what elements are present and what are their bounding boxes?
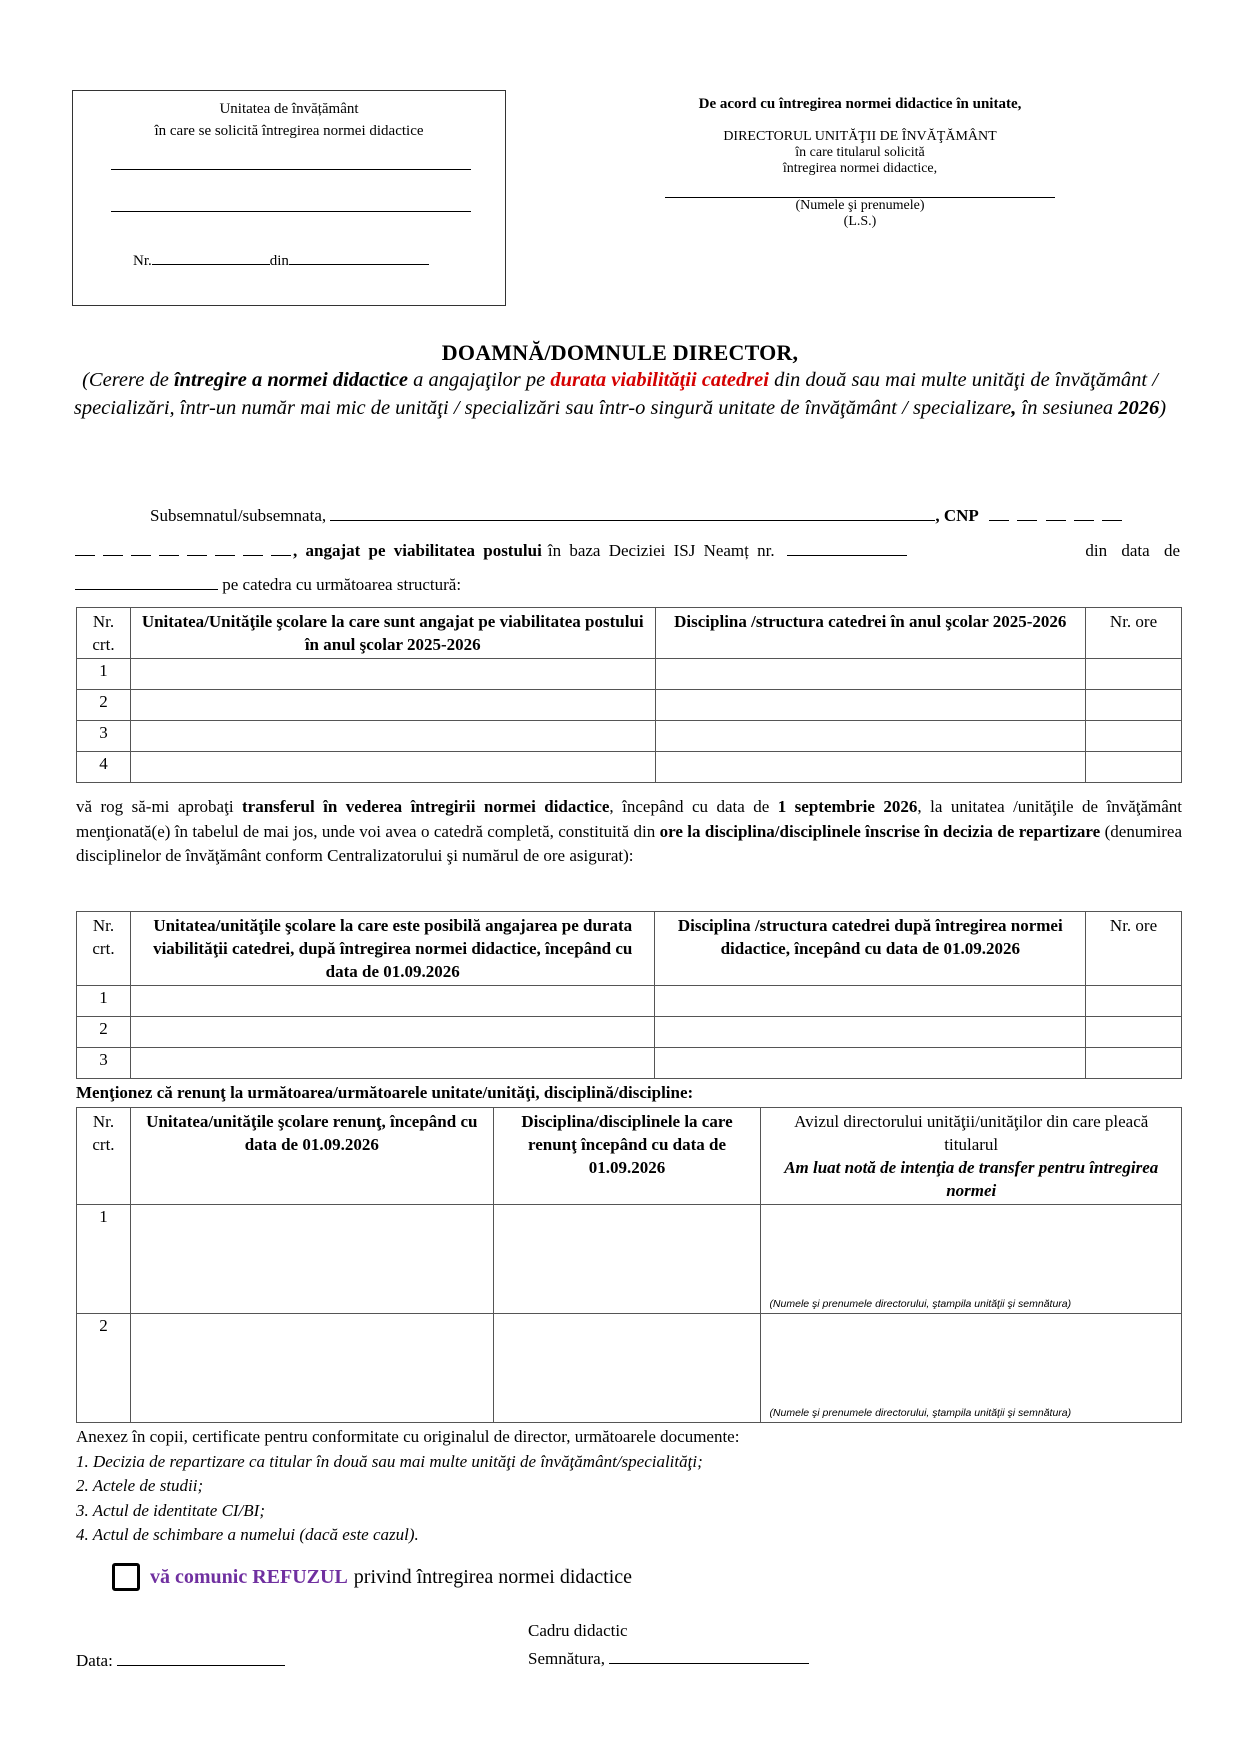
discipline-cell[interactable]: [655, 752, 1086, 783]
cnp-digit-field[interactable]: [989, 503, 1009, 521]
row-number: 1: [77, 1205, 131, 1314]
cnp-digit-field[interactable]: [75, 538, 95, 556]
row-number: 3: [77, 721, 131, 752]
decision-date-field[interactable]: [75, 572, 218, 590]
row-number: 1: [77, 659, 131, 690]
registration-number-line: [133, 249, 429, 270]
col-hours: Nr. ore: [1086, 912, 1182, 986]
applicant-name-field[interactable]: [330, 503, 935, 521]
refusal-option: [112, 1563, 632, 1591]
cnp-label: , CNP: [935, 506, 979, 525]
discipline-cell[interactable]: [655, 721, 1086, 752]
subtitle-text: ): [1159, 397, 1167, 419]
table-row: [77, 690, 1182, 721]
hours-cell[interactable]: [1086, 1048, 1182, 1079]
session-year: 2026: [1118, 397, 1160, 419]
col-discipline: Disciplina/disciplinele la care renunţ începând cu data de 01.09.2026: [493, 1108, 761, 1205]
cnp-digit-field[interactable]: [1102, 503, 1122, 521]
table-row: [77, 1205, 1182, 1314]
subtitle-text: a angajaţilor pe: [407, 369, 551, 391]
request-text: vă rog să-mi aprobaţi: [76, 797, 242, 816]
hours-cell[interactable]: [1086, 690, 1182, 721]
discipline-cell[interactable]: [493, 1314, 761, 1423]
cnp-digit-field[interactable]: [243, 538, 263, 556]
col-nr-crt: Nr. crt.: [77, 1108, 131, 1205]
signature-label: Semnătura,: [528, 1649, 605, 1668]
col-unit: Unitatea/Unităţile şcolare la care sunt angajat pe viabilitatea postului în anul şcolar 2025-2026: [130, 608, 655, 659]
approval-statement: De acord cu întregirea normei didactice în unitate,: [698, 96, 1022, 112]
discipline-cell[interactable]: [655, 986, 1086, 1017]
col-nr-crt: Nr. crt.: [77, 912, 131, 986]
unit-box-title: Unitatea de învățământ: [219, 101, 359, 117]
subtitle-red-highlight: durata viabilităţii catedrei: [550, 369, 769, 391]
start-date: 1 septembrie 2026: [777, 797, 918, 816]
nr-label: Nr.: [133, 253, 152, 269]
request-subtitle: [60, 366, 1180, 422]
hours-cell[interactable]: [1086, 752, 1182, 783]
date-line: [76, 1648, 285, 1671]
subtitle-text: în sesiunea: [1016, 397, 1119, 419]
unit-cell[interactable]: [130, 1048, 655, 1079]
table-row: [77, 659, 1182, 690]
row-number: 2: [77, 690, 131, 721]
decision-date-label: din data de: [1085, 541, 1180, 560]
din-label: din: [269, 253, 289, 269]
request-text: , începând cu data de: [609, 797, 778, 816]
table-row: [77, 752, 1182, 783]
applicant-name-line: [150, 503, 1180, 526]
teacher-signature-block: [528, 1617, 809, 1673]
unit-cell[interactable]: [130, 690, 655, 721]
unit-box-subtitle: în care se solicită întregirea normei didactice: [154, 123, 424, 139]
employment-decision-line: [75, 538, 1180, 561]
discipline-cell[interactable]: [655, 1017, 1086, 1048]
unit-cell[interactable]: [130, 721, 655, 752]
director-approval-block: [620, 96, 1100, 230]
refusal-text: privind întregirea normei didactice: [353, 1565, 633, 1588]
current-post-table: [76, 607, 1182, 783]
future-post-table: [76, 911, 1182, 1079]
annex-item: 2. Actele de studii;: [76, 1476, 204, 1495]
renounced-units-table: [76, 1107, 1182, 1423]
hours-cell[interactable]: [1086, 986, 1182, 1017]
cnp-digit-field[interactable]: [131, 538, 151, 556]
col-discipline: Disciplina /structura catedrei în anul şcolar 2025-2026: [655, 608, 1086, 659]
row-number: 4: [77, 752, 131, 783]
table-row: [77, 986, 1182, 1017]
discipline-cell[interactable]: [655, 690, 1086, 721]
decision-number-field[interactable]: [787, 538, 907, 556]
refusal-checkbox[interactable]: [112, 1563, 140, 1591]
unit-name-field-1[interactable]: [111, 169, 471, 170]
renunciation-statement: Menţionez că renunţ la următoarea/următoarele unitate/unităţi, disciplină/discipline:: [76, 1083, 694, 1102]
row-number: 2: [77, 1314, 131, 1423]
post-structure-line: [75, 572, 461, 595]
signature-caption: (Numele şi prenumele directorului, ştampila unităţii şi semnătura): [769, 1407, 1072, 1419]
cnp-digit-field[interactable]: [1074, 503, 1094, 521]
table-header-row: [77, 608, 1182, 659]
director-subtitle-1: în care titularul solicită: [795, 145, 925, 160]
row-number: 3: [77, 1048, 131, 1079]
annex-item: 3. Actul de identitate CI/BI;: [76, 1500, 266, 1520]
col-unit: Unitatea/unităţile şcolare la care este posibilă angajarea pe durata viabilităţii catedrei, după întregirea normei didactice, începând cu data de 01.09.2026: [130, 912, 655, 986]
cnp-digit-field[interactable]: [1017, 503, 1037, 521]
signature-field[interactable]: [609, 1646, 809, 1664]
cnp-digit-field[interactable]: [159, 538, 179, 556]
unit-cell[interactable]: [130, 752, 655, 783]
post-structure-label: pe catedra cu următoarea structură:: [218, 575, 462, 594]
col-unit: Unitatea/unităţile şcolare renunţ, începând cu data de 01.09.2026: [130, 1108, 493, 1205]
table-row: [77, 721, 1182, 752]
annex-intro: Anexez în copii, certificate pentru conformitate cu originalul de director, următoarele documente:: [76, 1427, 740, 1446]
unit-cell[interactable]: [130, 986, 655, 1017]
discipline-cell[interactable]: [655, 1048, 1086, 1079]
subtitle-text: (Cerere de: [82, 369, 174, 391]
request-heading: [60, 340, 1180, 422]
discipline-cell[interactable]: [655, 659, 1086, 690]
annex-item: 1. Decizia de repartizare ca titular în două sau mai multe unităţi de învăţământ/specialităţi;: [76, 1451, 703, 1471]
cnp-digit-field[interactable]: [215, 538, 235, 556]
request-bold: ore la disciplina/disciplinele înscrise în decizia de repartizare: [659, 821, 1101, 841]
seal-caption: (L.S.): [843, 214, 877, 229]
unit-cell[interactable]: [130, 1017, 655, 1048]
cnp-digit-field[interactable]: [103, 538, 123, 556]
director-signature-cell[interactable]: [761, 1205, 1182, 1314]
hours-cell[interactable]: [1086, 721, 1182, 752]
request-bold: transferul în vederea întregirii normei didactice: [242, 797, 610, 816]
row-number: 2: [77, 1017, 131, 1048]
unit-cell[interactable]: [130, 1314, 493, 1423]
applicant-label: Subsemnatul/subsemnata,: [150, 506, 327, 525]
din-date-field[interactable]: [289, 249, 429, 265]
unit-name-field-2[interactable]: [111, 211, 471, 212]
director-subtitle-2: întregirea normei didactice,: [782, 161, 938, 176]
decision-label: în baza Deciziei ISJ Neamț nr.: [547, 541, 775, 560]
employment-type-label: , angajat pe viabilitatea postului: [293, 541, 542, 560]
signature-caption: (Numele şi prenumele directorului, ştampila unităţii şi semnătura): [769, 1298, 1072, 1310]
subtitle-bold: ,: [1011, 397, 1017, 419]
col-discipline: Disciplina /structura catedrei după întregirea normei didactice, începând cu data de 01.09.2026: [655, 912, 1086, 986]
cnp-digit-field[interactable]: [1046, 503, 1066, 521]
approval-header-text: Avizul directorului unităţii/unităţilor din care pleacă titularul: [794, 1112, 1149, 1154]
date-field[interactable]: [117, 1648, 285, 1666]
subtitle-text: din două sau mai multe unităţi de învăţământ / specializări, într-un număr mai mic de unităţi / specializări sau într-o singură unitate de învăţământ / specializare: [73, 369, 1158, 419]
table-row: [77, 1048, 1182, 1079]
page-title: DOAMNĂ/DOMNULE DIRECTOR,: [441, 340, 799, 365]
unit-cell[interactable]: [130, 1205, 493, 1314]
approval-header-italic: Am luat notă de intenţia de transfer pentru întregirea normei: [784, 1158, 1159, 1200]
nr-field[interactable]: [152, 249, 270, 265]
unit-stamp-box: [72, 90, 506, 306]
col-nr-crt: Nr. crt.: [77, 608, 131, 659]
col-hours: Nr. ore: [1086, 608, 1182, 659]
row-number: 1: [77, 986, 131, 1017]
director-name-caption: (Numele şi prenumele): [795, 198, 925, 213]
discipline-cell[interactable]: [493, 1205, 761, 1314]
annex-item: 4. Actul de schimbare a numelui (dacă este cazul).: [76, 1525, 419, 1544]
date-label: Data:: [76, 1651, 113, 1670]
table-header-row: [77, 912, 1182, 986]
director-title: DIRECTORUL UNITĂŢII DE ÎNVĂŢĂMÂNT: [723, 129, 997, 144]
hours-cell[interactable]: [1086, 1017, 1182, 1048]
cnp-digit-field[interactable]: [271, 538, 291, 556]
annex-list: [76, 1425, 739, 1548]
request-text: , la unitatea /unităţile de învăţământ menţionată(e) în tabelul de mai jos, unde voi avea o catedră completă, constituită din: [76, 797, 1182, 841]
teacher-label: Cadru didactic: [528, 1621, 628, 1640]
unit-cell[interactable]: [130, 659, 655, 690]
request-paragraph: [76, 795, 1182, 869]
refusal-highlight: vă comunic REFUZUL: [150, 1565, 348, 1588]
cnp-digit-field[interactable]: [187, 538, 207, 556]
subtitle-bold: întregire a normei didactice: [173, 369, 408, 391]
director-signature-cell[interactable]: [761, 1314, 1182, 1423]
table-header-row: [77, 1108, 1182, 1205]
hours-cell[interactable]: [1086, 659, 1182, 690]
request-text: (denumirea disciplinelor de învăţământ conform Centralizatorului şi numărul de ore asigurat):: [76, 821, 1183, 865]
table-row: [77, 1314, 1182, 1423]
col-director-approval: [761, 1108, 1182, 1205]
table-row: [77, 1017, 1182, 1048]
